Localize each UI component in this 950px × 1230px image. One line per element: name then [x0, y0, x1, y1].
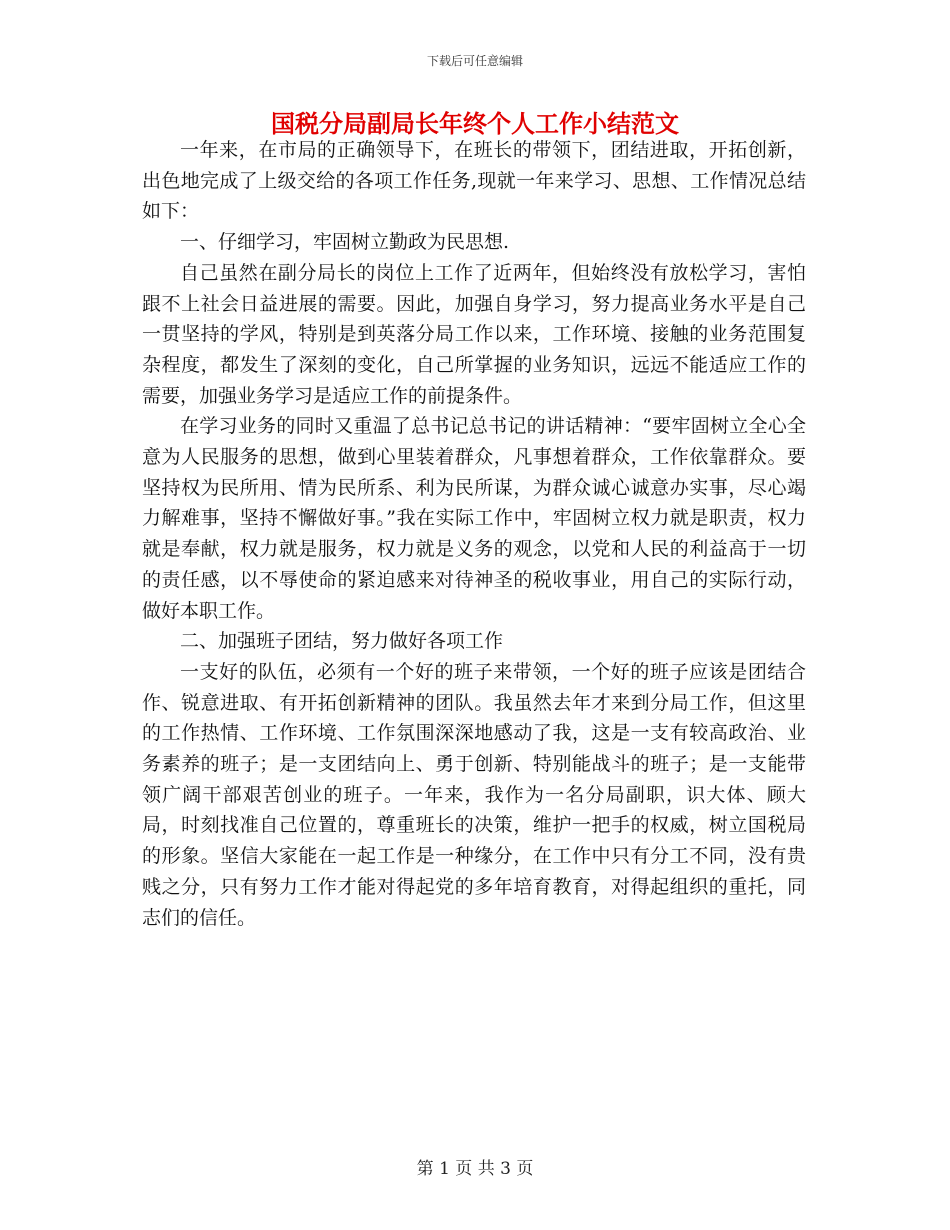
section-heading-1: 一、仔细学习，牢固树立勤政为民思想. [180, 231, 510, 254]
page-label-mid: 页 共 [455, 1159, 495, 1179]
paragraph-team: 一支好的队伍，必须有一个好的班子来带领，一个好的班子应该是团结合作、锐意进取、有开拓创新精神的团队。我虽然去年才来到分局工作，但这里的工作热情、工作环境、工作氛围深深地感动了我，这是一支有较高政治、业务素养的班子；是一支团结向上、勇于创新、特别能战斗的班子；是一支能带领广阔干部艰苦创业的班子。一年来，我作为一名分局副职，识大体、顾大局，时刻找准自己位置的，尊重班长的决策，维护一把手的权威，树立国税局的形象。坚信大家能在一起工作是一种缘分，在工作中只有分工不同，没有贵贱之分，只有努力工作才能对得起党的多年培育教育，对得起组织的重托，同志们的信任。 [142, 660, 806, 929]
document-title: 国税分局副局长年终个人工作小结范文 [271, 110, 679, 138]
page-footer [0, 1154, 950, 1179]
page-number: 1 [439, 1159, 450, 1179]
page-label-suffix: 页 [516, 1159, 534, 1179]
paragraph-intro: 一年来，在市局的正确领导下，在班长的带领下，团结进取，开拓创新，出色地完成了上级交给的各项工作任务,现就一年来学习、思想、工作情况总结如下： [142, 139, 806, 223]
page-total: 3 [500, 1159, 511, 1179]
document-body [142, 135, 806, 933]
section-heading-2: 二、加强班子团结，努力做好各项工作 [180, 630, 504, 653]
paragraph-study: 自己虽然在副分局长的岗位上工作了近两年，但始终没有放松学习，害怕跟不上社会日益进展的需要。因此，加强自身学习，努力提高业务水平是自己一贯坚持的学风，特别是到英落分局工作以来，工作环境、接触的业务范围复杂程度，都发生了深刻的变化，自己所掌握的业务知识，远远不能适应工作的需要，加强业务学习是适应工作的前提条件。 [142, 261, 806, 407]
paragraph-spirit: 在学习业务的同时又重温了总书记总书记的讲话精神：“要牢固树立全心全意为人民服务的思想，做到心里装着群众，凡事想着群众，工作依靠群众。要坚持权为民所用、情为民所系、利为民所谋，为群众诚心诚意办实事，尽心竭力解难事，坚持不懈做好事。”我在实际工作中，牢固树立权力就是职责，权力就是奉献，权力就是服务，权力就是义务的观念，以党和人民的利益高于一切的责任感，以不辱使命的紧迫感来对待神圣的税收事业，用自己的实际行动，做好本职工作。 [142, 415, 806, 622]
page-header-note: 下载后可任意编辑 [426, 54, 523, 68]
page-label-prefix: 第 [416, 1159, 434, 1179]
